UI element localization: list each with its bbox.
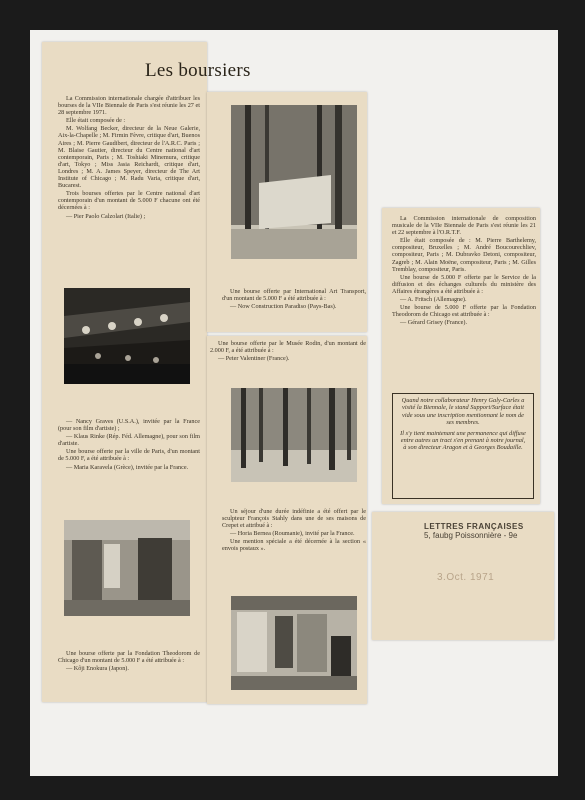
music-commission-intro: La Commission internationale de composition musicale de la VIIe Biennale de Paris s'est réunie les 21 et 22 septembre à l'O.R.T.F. — [392, 215, 536, 237]
column-3-text — [392, 215, 536, 327]
winner-valentiner: — Peter Valentiner (France). — [218, 355, 290, 363]
rodin-award: Une bourse offerte par le Musée Rodin, d'un montant de 2.000 F, a été attribuée à : — [210, 340, 366, 355]
commission-intro: La Commission internationale chargée d'attribuer les bourses de la VIIe Biennale de Paris s'est réunie les 27 et 28 septembre 1971. — [58, 95, 200, 117]
winner-rinke: — Klaus Rinke (Rép. Féd. Allemagne), pour son film d'artiste. — [58, 433, 200, 448]
note-paragraph-2: Il s'y tient maintenant une permanence qui diffuse entre autres un tract s'en prenant à notre journal, à son directeur Aragon et à Georges Boudaille. — [400, 429, 526, 452]
special-mention: Une mention spéciale a été décernée à la section « envois postaux ». — [222, 538, 366, 553]
composition-label: Elle était composée de : — [66, 117, 126, 125]
chicago-music-award: Une bourse de 5.000 F offerte par la Fondation Theodorom de Chicago est attribuée à : — [392, 304, 536, 319]
winner-grisey: — Gérard Grisey (France). — [400, 319, 468, 327]
column-1-text-bottom — [58, 650, 200, 673]
photo-booth — [231, 596, 357, 690]
note-paragraph-1: Quand notre collaborateur Henry Galy-Carles a visité la Biennale, le stand Support/Surface était vide sous une inscription mentionnant le nom de ses membres. — [401, 397, 525, 427]
chicago-award: Une bourse offerte par la Fondation Theodorom de Chicago d'un montant de 5.000 F a été attribuée à : — [58, 650, 200, 665]
page-title: Les boursiers — [145, 60, 251, 81]
photo-installation — [64, 520, 190, 616]
winner-graves: — Nancy Graves (U.S.A.), invitée par la France (pour son film d'artiste) ; — [58, 418, 200, 433]
publication-name: LETTRES FRANÇAISES — [424, 522, 524, 531]
winner-bernea: — Horia Bernea (Roumanie), invité par la France. — [230, 530, 355, 538]
winner-now-construction: — Now Construction Paradiso (Pays-Bas). — [230, 303, 337, 311]
winner-enokura: — Kôji Enokura (Japon). — [66, 665, 129, 673]
jury-members: M. Wolfang Becker, directeur de la Neue Galerie, Aix-la-Chapelle ; M. Firmin Fèvre, critique d'art, Buenos Aires ; M. Pierre Gaudibert, directeur de l'A.R.C. Paris ; M. Blaise Gautier, directeur du Centre national d'art contemporain, Paris ; M. Toshiaki Minemura, critique d'art, Tokyo ; Miss Jasia Reichardt, critique d'art, Londres ; M. A. James Speyer, directeur de The Art Institute of Chicago ; M. Radu Varia, critique d'art, Bucarest. — [58, 125, 200, 190]
publication-masthead — [424, 522, 544, 540]
photo-gallery-interior — [64, 288, 190, 384]
transport-award: Une bourse offerte par International Art Transport, d'un montant de 5.000 F a été attribuée à : — [222, 288, 366, 303]
diffusion-award: Une bourse de 5.000 F offerte par le Service de la diffusion et des échanges culturels du ministère des Affaires étrangères a été attribuée à : — [392, 273, 536, 295]
winner-karavela: — Maria Karavela (Grèce), invitée par la France. — [66, 463, 189, 471]
sejour-award: Un séjour d'une durée indéfinie a été offert par le sculpteur François Stahly dans une de ses maisons de Crepet et attribué à : — [222, 508, 366, 530]
editorial-note-box — [392, 393, 534, 499]
column-1-text-top — [58, 95, 200, 221]
photo-forest-posts — [231, 388, 357, 482]
date-stamp: 3.Oct. 1971 — [437, 572, 495, 583]
winner-fritsch: — A. Fritsch (Allemagne). — [400, 296, 467, 304]
column-2-text-sejour — [222, 508, 366, 554]
column-2-text-rodin — [210, 340, 366, 363]
column-1-text-middle — [58, 418, 200, 472]
publication-address: 5, faubg Poissonnière - 9e — [424, 531, 518, 540]
music-jury-members: Elle était composée de : M. Pierre Barthelemy, compositeur, Bruxelles ; M. André Boucourechliev, compositeur, Paris ; M. Dubravko Detoni, compositeur, Zagreb ; M. Alain Moëne, compositeur, Paris ; M. Gilles Tremblay, compositeur, Paris. — [392, 237, 536, 273]
photo-forest-block — [231, 105, 357, 259]
bourses-award: Trois bourses offertes par le Centre national d'art contemporain d'un montant de 5.000 F chacune ont été décernées à : — [58, 190, 200, 212]
ville-award: Une bourse offerte par la ville de Paris, d'un montant de 5.000 F, a été attribuée à : — [58, 448, 200, 463]
winner-calzolari: — Pier Paolo Calzolari (Italie) ; — [66, 212, 146, 220]
column-2-text-transport — [222, 288, 366, 311]
